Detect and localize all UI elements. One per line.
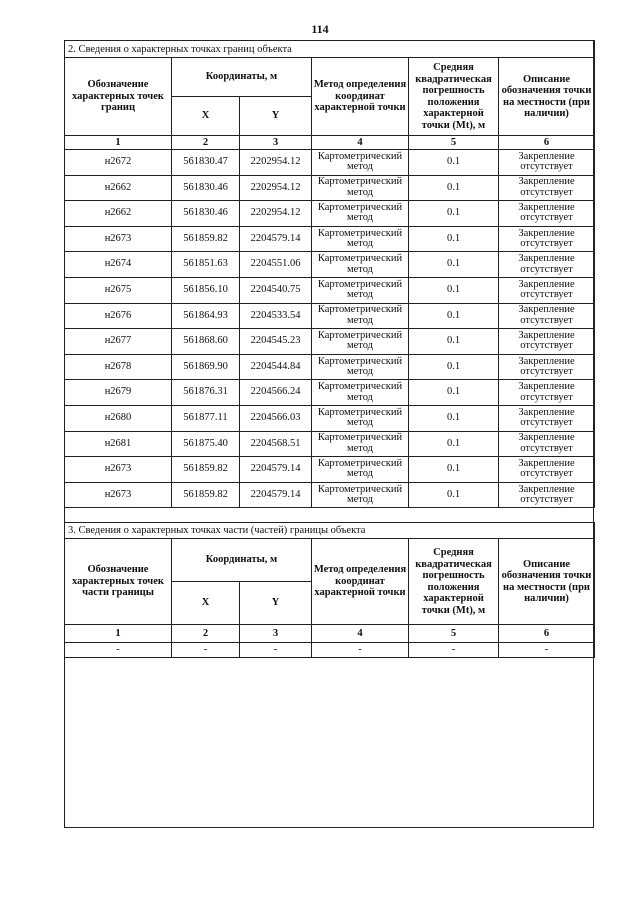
cell-method: Картометрический метод: [312, 150, 409, 176]
column-number: 2: [172, 625, 240, 643]
cell-method: Картометрический метод: [312, 303, 409, 329]
cell-y: 2204551.06: [240, 252, 312, 278]
cell-y: 2204566.24: [240, 380, 312, 406]
cell-description: Закрепление отсутствует: [499, 277, 595, 303]
cell-point-id: н2673: [65, 457, 172, 483]
section-3-caption: 3. Сведения о характерных точках части (частей) границы объекта: [65, 523, 595, 539]
cell-error: 0.1: [409, 252, 499, 278]
column-number: 4: [312, 625, 409, 643]
cell-point-id: н2672: [65, 150, 172, 176]
cell-error: 0.1: [409, 482, 499, 508]
cell-method: Картометрический метод: [312, 482, 409, 508]
cell-description: Закрепление отсутствует: [499, 329, 595, 355]
cell-description: Закрепление отсутствует: [499, 380, 595, 406]
header-error: Средняя квадратическая погрешность положения характерной точки (Mt), м: [409, 539, 499, 625]
table-row: [65, 329, 595, 355]
cell-description: Закрепление отсутствует: [499, 431, 595, 457]
cell-x: 561859.82: [172, 226, 240, 252]
column-number: 2: [172, 136, 240, 150]
column-number: 5: [409, 625, 499, 643]
header-description: Описание обозначения точки на местности (при наличии): [499, 539, 595, 625]
cell-error: 0.1: [409, 405, 499, 431]
cell-point-id: н2673: [65, 226, 172, 252]
cell-y: 2204579.14: [240, 482, 312, 508]
cell-x: 561830.47: [172, 150, 240, 176]
cell-x: 561859.82: [172, 457, 240, 483]
cell-x: 561856.10: [172, 277, 240, 303]
cell-point-id: н2662: [65, 175, 172, 201]
cell-method: Картометрический метод: [312, 431, 409, 457]
cell-error: -: [409, 643, 499, 658]
cell-method: -: [312, 643, 409, 658]
table-row: [65, 431, 595, 457]
cell-description: Закрепление отсутствует: [499, 226, 595, 252]
cell-error: 0.1: [409, 380, 499, 406]
header-point-designation: Обозначение характерных точек части границы: [65, 539, 172, 625]
column-number: 1: [65, 625, 172, 643]
cell-x: 561830.46: [172, 201, 240, 227]
cell-y: 2204579.14: [240, 457, 312, 483]
cell-x: -: [172, 643, 240, 658]
cell-x: 561877.11: [172, 405, 240, 431]
table-row: [65, 380, 595, 406]
cell-error: 0.1: [409, 329, 499, 355]
cell-description: Закрепление отсутствует: [499, 303, 595, 329]
cell-description: Закрепление отсутствует: [499, 201, 595, 227]
header-description: Описание обозначения точки на местности (при наличии): [499, 58, 595, 136]
table-row: [65, 150, 595, 176]
cell-description: -: [499, 643, 595, 658]
cell-method: Картометрический метод: [312, 329, 409, 355]
cell-point-id: н2679: [65, 380, 172, 406]
table-row: [65, 457, 595, 483]
table-row: [65, 482, 595, 508]
cell-method: Картометрический метод: [312, 175, 409, 201]
cell-description: Закрепление отсутствует: [499, 405, 595, 431]
cell-x: 561859.82: [172, 482, 240, 508]
section-2-caption: 2. Сведения о характерных точках границ объекта: [65, 41, 595, 58]
cell-method: Картометрический метод: [312, 354, 409, 380]
cell-description: Закрепление отсутствует: [499, 252, 595, 278]
cell-method: Картометрический метод: [312, 457, 409, 483]
cell-x: 561876.31: [172, 380, 240, 406]
header-y: Y: [240, 97, 312, 136]
header-x: X: [172, 97, 240, 136]
column-number: 6: [499, 625, 595, 643]
column-numbers-row: [65, 625, 595, 643]
cell-point-id: н2676: [65, 303, 172, 329]
header-error: Средняя квадратическая погрешность положения характерной точки (Mt), м: [409, 58, 499, 136]
cell-y: 2204545.23: [240, 329, 312, 355]
cell-point-id: н2678: [65, 354, 172, 380]
column-number: 3: [240, 136, 312, 150]
table-row: [65, 354, 595, 380]
cell-error: 0.1: [409, 354, 499, 380]
column-number: 1: [65, 136, 172, 150]
table-row: [65, 201, 595, 227]
header-method: Метод определения координат характерной точки: [312, 539, 409, 625]
header-coordinates: Координаты, м: [172, 58, 312, 97]
column-number: 5: [409, 136, 499, 150]
cell-y: 2204540.75: [240, 277, 312, 303]
header-y: Y: [240, 582, 312, 625]
header-method: Метод определения координат характерной точки: [312, 58, 409, 136]
cell-x: 561868.60: [172, 329, 240, 355]
cell-point-id: н2673: [65, 482, 172, 508]
cell-y: 2204568.51: [240, 431, 312, 457]
cell-method: Картометрический метод: [312, 405, 409, 431]
cell-point-id: -: [65, 643, 172, 658]
cell-error: 0.1: [409, 303, 499, 329]
cell-y: 2204533.54: [240, 303, 312, 329]
cell-method: Картометрический метод: [312, 226, 409, 252]
page-number: 114: [311, 22, 329, 36]
cell-point-id: н2675: [65, 277, 172, 303]
cell-error: 0.1: [409, 277, 499, 303]
cell-error: 0.1: [409, 201, 499, 227]
cell-point-id: н2681: [65, 431, 172, 457]
cell-error: 0.1: [409, 150, 499, 176]
cell-method: Картометрический метод: [312, 252, 409, 278]
cell-description: Закрепление отсутствует: [499, 354, 595, 380]
cell-description: Закрепление отсутствует: [499, 457, 595, 483]
cell-point-id: н2674: [65, 252, 172, 278]
column-number: 6: [499, 136, 595, 150]
cell-description: Закрепление отсутствует: [499, 482, 595, 508]
table-row: [65, 175, 595, 201]
boundary-points-table: [64, 40, 595, 508]
cell-error: 0.1: [409, 175, 499, 201]
part-boundary-points-table: [64, 522, 595, 658]
cell-x: 561869.90: [172, 354, 240, 380]
cell-y: 2202954.12: [240, 201, 312, 227]
cell-x: 561864.93: [172, 303, 240, 329]
header-x: X: [172, 582, 240, 625]
table-row: [65, 405, 595, 431]
cell-x: 561851.63: [172, 252, 240, 278]
cell-description: Закрепление отсутствует: [499, 150, 595, 176]
cell-y: 2204566.03: [240, 405, 312, 431]
cell-x: 561875.40: [172, 431, 240, 457]
cell-y: 2204579.14: [240, 226, 312, 252]
cell-method: Картометрический метод: [312, 380, 409, 406]
table-row: [65, 277, 595, 303]
cell-y: -: [240, 643, 312, 658]
column-numbers-row: [65, 136, 595, 150]
cell-y: 2204544.84: [240, 354, 312, 380]
cell-y: 2202954.12: [240, 150, 312, 176]
table-row: [65, 643, 595, 658]
cell-description: Закрепление отсутствует: [499, 175, 595, 201]
table-row: [65, 252, 595, 278]
column-number: 4: [312, 136, 409, 150]
cell-point-id: н2662: [65, 201, 172, 227]
column-number: 3: [240, 625, 312, 643]
header-coordinates: Координаты, м: [172, 539, 312, 582]
cell-y: 2202954.12: [240, 175, 312, 201]
cell-point-id: н2677: [65, 329, 172, 355]
cell-error: 0.1: [409, 226, 499, 252]
table-row: [65, 303, 595, 329]
table-row: [65, 226, 595, 252]
cell-point-id: н2680: [65, 405, 172, 431]
cell-error: 0.1: [409, 457, 499, 483]
cell-method: Картометрический метод: [312, 201, 409, 227]
header-point-designation: Обозначение характерных точек границ: [65, 58, 172, 136]
cell-error: 0.1: [409, 431, 499, 457]
cell-x: 561830.46: [172, 175, 240, 201]
cell-method: Картометрический метод: [312, 277, 409, 303]
